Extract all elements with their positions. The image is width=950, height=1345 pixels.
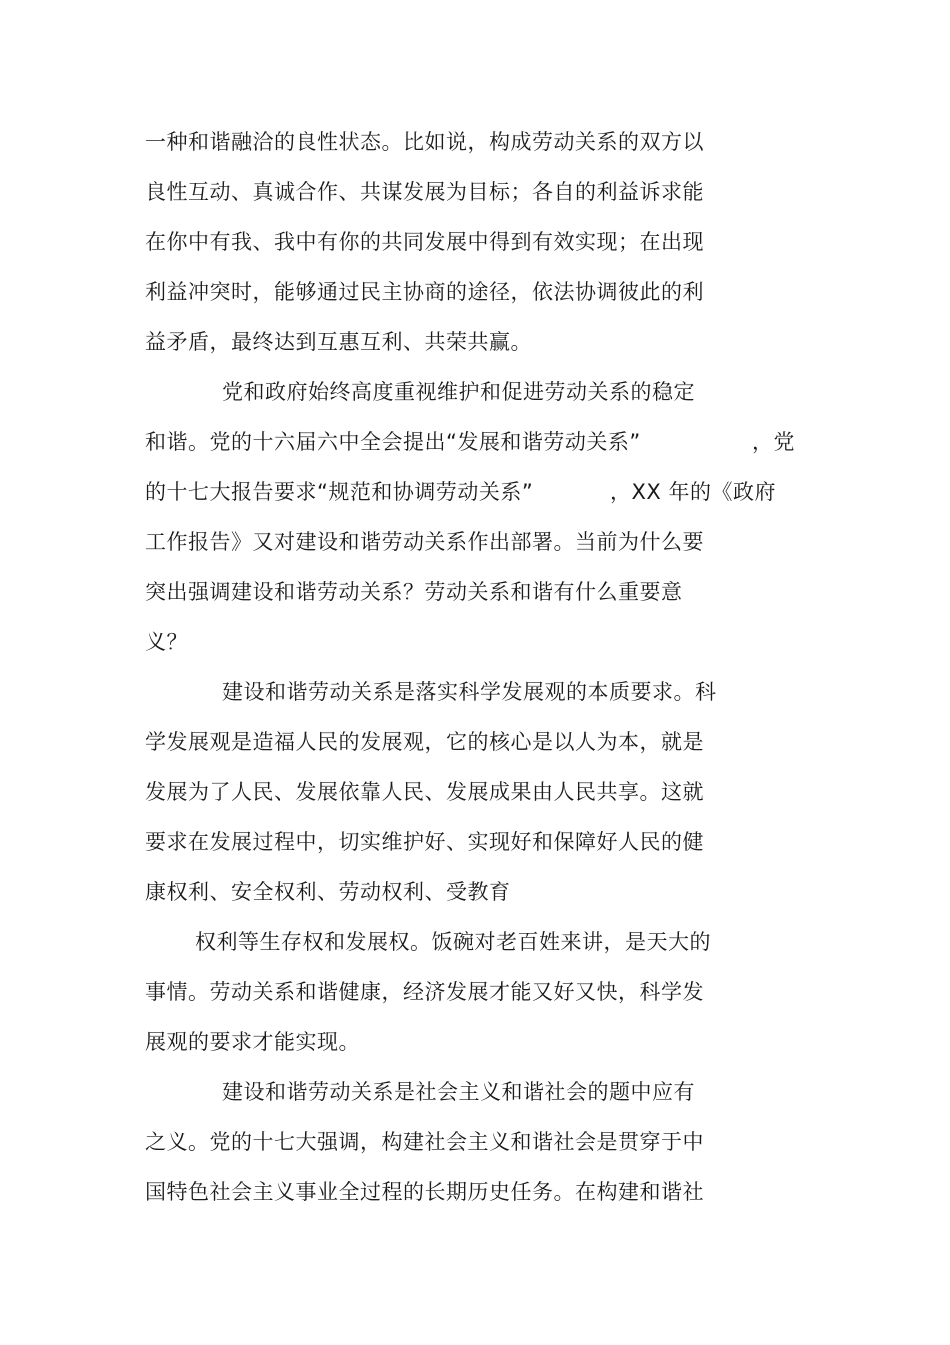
text-line: 突出强调建设和谐劳动关系？劳动关系和谐有什么重要意 [145, 580, 683, 604]
text-line: 一种和谐融洽的良性状态。比如说，构成劳动关系的双方以 [145, 130, 704, 154]
text-line: 和谐。党的十六届六中全会提出“发展和谐劳动关系” [145, 430, 641, 454]
text-line: 建设和谐劳动关系是社会主义和谐社会的题中应有 [222, 1080, 695, 1104]
text-line: ，党 [752, 430, 795, 454]
text-line: 展观的要求才能实现。 [145, 1030, 360, 1054]
text-line: 要求在发展过程中，切实维护好、实现好和保障好人民的健 [145, 830, 704, 854]
text-line: 康权利、安全权利、劳动权利、受教育 [145, 880, 511, 904]
text-line: 事情。劳动关系和谐健康，经济发展才能又好又快，科学发 [145, 980, 704, 1004]
text-line: 在你中有我、我中有你的共同发展中得到有效实现；在出现 [145, 230, 704, 254]
text-line: ，XX 年的《政府 [610, 480, 776, 504]
text-line: 党和政府始终高度重视维护和促进劳动关系的稳定 [222, 380, 695, 404]
text-line: 义？ [145, 630, 188, 654]
text-line: 建设和谐劳动关系是落实科学发展观的本质要求。科 [222, 680, 717, 704]
text-line: 学发展观是造福人民的发展观，它的核心是以人为本，就是 [145, 730, 704, 754]
text-line: 益矛盾，最终达到互惠互利、共荣共赢。 [145, 330, 532, 354]
text-line: 发展为了人民、发展依靠人民、发展成果由人民共享。这就 [145, 780, 704, 804]
text-line: 之义。党的十七大强调，构建社会主义和谐社会是贯穿于中 [145, 1130, 704, 1154]
text-line: 权利等生存权和发展权。饭碗对老百姓来讲，是天大的 [195, 930, 711, 954]
text-line: 国特色社会主义事业全过程的长期历史任务。在构建和谐社 [145, 1180, 704, 1204]
text-line: 利益冲突时，能够通过民主协商的途径，依法协调彼此的利 [145, 280, 704, 304]
text-line: 工作报告》又对建设和谐劳动关系作出部署。当前为什么要 [145, 530, 704, 554]
text-line: 良性互动、真诚合作、共谋发展为目标；各自的利益诉求能 [145, 180, 704, 204]
text-line: 的十七大报告要求“规范和协调劳动关系” [145, 480, 534, 504]
